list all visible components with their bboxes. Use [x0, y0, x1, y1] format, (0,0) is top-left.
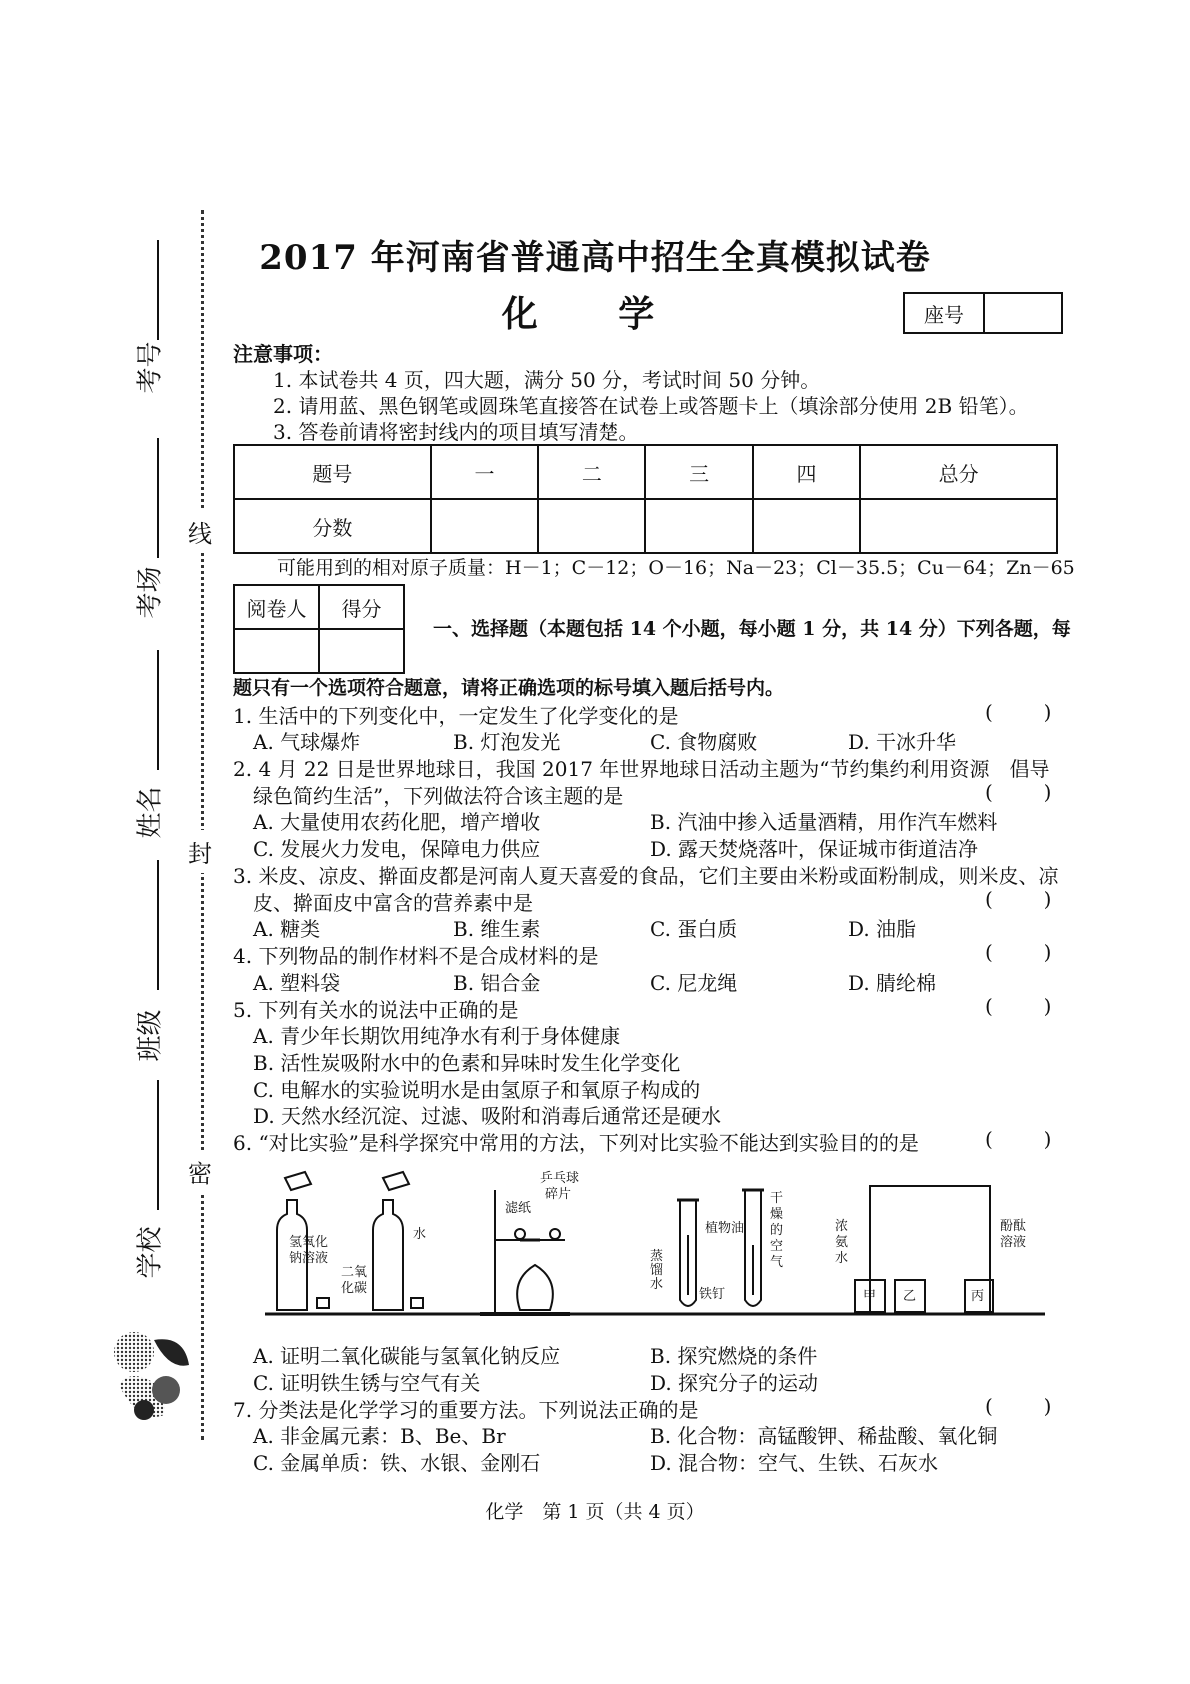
- grader-header: 阅卷人: [234, 585, 319, 629]
- fig-label-water: 水: [413, 1227, 427, 1242]
- q6-experiment-figure: [265, 1170, 1045, 1318]
- fig-label-beaker-a: 甲: [863, 1289, 877, 1304]
- fig-label-co2-1: 二氧: [341, 1265, 368, 1280]
- exam-title: 2017 年河南省普通高中招生全真模拟试卷: [259, 238, 931, 278]
- q5-option-b: B. 活性炭吸附水中的色素和异味时发生化学变化: [253, 1051, 681, 1075]
- q3-option-d: D. 油脂: [848, 917, 917, 941]
- fig-label-co2-2: 化碳: [341, 1281, 368, 1296]
- q6-stem: 6. “对比实验”是科学探究中常用的方法，下列对比实验不能达到实验目的的是: [233, 1131, 919, 1155]
- score-header: 得分: [319, 585, 404, 629]
- q2-option-b: B. 汽油中掺入适量酒精，用作汽车燃料: [650, 810, 998, 834]
- score-header-cell: 题号: [234, 445, 431, 499]
- q1-answer-paren[interactable]: ( ): [985, 700, 1052, 724]
- fig-label-naoh-2: 钠溶液: [289, 1251, 329, 1266]
- score-cell[interactable]: [431, 499, 538, 553]
- q7-stem: 7. 分类法是化学学习的重要方法。下列说法正确的是: [233, 1398, 699, 1422]
- notice-item-2: 2. 请用蓝、黑色钢笔或圆珠笔直接答在试卷上或答题卡上（填涂部分使用 2B 铅笔）。: [273, 394, 1029, 418]
- score-table: [233, 444, 1058, 554]
- fig-label-phenol-1: 酚酞: [1000, 1219, 1027, 1234]
- fig-label-distilled-2: 馏: [650, 1263, 664, 1278]
- decorative-logo: [104, 1330, 199, 1430]
- q4-answer-paren[interactable]: ( ): [985, 940, 1052, 964]
- side-line-2: [157, 438, 159, 558]
- fig-label-dryair-4: 空: [770, 1239, 784, 1254]
- side-label-class: 班级: [135, 1009, 166, 1062]
- grader-table: [233, 584, 405, 674]
- grader-field[interactable]: [234, 629, 319, 673]
- q7-option-b: B. 化合物：高锰酸钾、稀盐酸、氧化铜: [650, 1424, 998, 1448]
- q4-option-d: D. 腈纶棉: [848, 971, 937, 995]
- side-line-3: [157, 650, 159, 770]
- q2-option-d: D. 露天焚烧落叶，保证城市街道洁净: [650, 837, 979, 861]
- score-header-cell: 二: [538, 445, 645, 499]
- score-header-cell: 总分: [860, 445, 1057, 499]
- section1-heading-line2: 题只有一个选项符合题意，请将正确选项的标号填入题后括号内。: [233, 677, 785, 699]
- fig-label-beaker-c: 丙: [971, 1289, 985, 1304]
- q2-stem-line2: 绿色简约生活”，下列做法符合该主题的是: [253, 784, 624, 808]
- fig-label-dryair-3: 的: [770, 1223, 784, 1238]
- q4-stem: 4. 下列物品的制作材料不是合成材料的是: [233, 944, 599, 968]
- q1-option-b: B. 灯泡发光: [453, 730, 561, 754]
- notice-heading: 注意事项：: [233, 342, 333, 366]
- q2-option-c: C. 发展火力发电，保障电力供应: [253, 837, 541, 861]
- fig-label-dryair-1: 干: [770, 1191, 784, 1206]
- q3-option-b: B. 维生素: [453, 917, 541, 941]
- side-label-name: 姓名: [135, 786, 166, 839]
- side-label-school: 学校: [135, 1226, 166, 1279]
- fig-label-ammonia-2: 氨: [835, 1235, 849, 1250]
- seal-char-seal: 封: [188, 830, 212, 873]
- q3-stem-line1: 3. 米皮、凉皮、擀面皮都是河南人夏天喜爱的食品，它们主要由米粉或面粉制成，则米皮、凉: [233, 864, 1059, 888]
- fig-label-ammonia-1: 浓: [835, 1219, 849, 1234]
- q3-option-c: C. 蛋白质: [650, 917, 738, 941]
- fig-label-dryair-2: 燥: [770, 1207, 784, 1222]
- q7-option-c: C. 金属单质：铁、水银、金刚石: [253, 1451, 541, 1475]
- q6-option-d: D. 探究分子的运动: [650, 1371, 819, 1395]
- fig-label-dryair-5: 气: [770, 1255, 784, 1270]
- fig-label-nail: 铁钉: [699, 1287, 726, 1302]
- seal-dotted-line: [201, 210, 204, 1440]
- q5-answer-paren[interactable]: ( ): [985, 994, 1052, 1018]
- notice-item-1: 1. 本试卷共 4 页，四大题，满分 50 分，考试时间 50 分钟。: [273, 368, 821, 392]
- q5-option-c: C. 电解水的实验说明水是由氢原子和氧原子构成的: [253, 1078, 701, 1102]
- fig-label-ammonia-3: 水: [835, 1251, 849, 1266]
- score-header-cell: 三: [645, 445, 752, 499]
- section-score-field[interactable]: [319, 629, 404, 673]
- side-line-4: [157, 860, 159, 990]
- score-cell[interactable]: [753, 499, 860, 553]
- q3-option-a: A. 糖类: [253, 917, 321, 941]
- score-cell[interactable]: [860, 499, 1057, 553]
- q1-option-a: A. 气球爆炸: [253, 730, 361, 754]
- fig-label-oil: 植物油: [705, 1221, 745, 1236]
- q5-stem: 5. 下列有关水的说法中正确的是: [233, 998, 519, 1022]
- side-label-exam-room: 考场: [135, 566, 166, 619]
- score-table-header-row: [234, 445, 1057, 499]
- score-table-score-row: [234, 499, 1057, 553]
- q1-stem: 1. 生活中的下列变化中，一定发生了化学变化的是: [233, 704, 679, 728]
- q2-answer-paren[interactable]: ( ): [985, 780, 1052, 804]
- notice-item-3: 3. 答卷前请将密封线内的项目填写清楚。: [273, 420, 639, 444]
- q7-answer-paren[interactable]: ( ): [985, 1394, 1052, 1418]
- fig-label-pingpong-1: 乒乓球: [540, 1171, 580, 1186]
- q4-option-c: C. 尼龙绳: [650, 971, 738, 995]
- q5-option-d: D. 天然水经沉淀、过滤、吸附和消毒后通常还是硬水: [253, 1104, 722, 1128]
- q6-option-a: A. 证明二氧化碳能与氢氧化钠反应: [253, 1344, 561, 1368]
- fig-label-distilled-3: 水: [650, 1277, 664, 1292]
- q7-option-d: D. 混合物：空气、生铁、石灰水: [650, 1451, 939, 1475]
- q2-stem-line1: 2. 4 月 22 日是世界地球日，我国 2017 年世界地球日活动主题为“节约集约利用资源 倡导: [233, 757, 1050, 781]
- q3-stem-line2: 皮、擀面皮中富含的营养素中是: [253, 891, 533, 915]
- seat-number-box: [903, 292, 1063, 334]
- seal-char-line: 线: [188, 510, 212, 553]
- fig-label-distilled-1: 蒸: [650, 1249, 664, 1264]
- seat-number-label: 座号: [905, 294, 985, 332]
- score-header-cell: 一: [431, 445, 538, 499]
- seat-number-field[interactable]: [985, 294, 1061, 332]
- score-cell[interactable]: [538, 499, 645, 553]
- score-cell[interactable]: [645, 499, 752, 553]
- seal-char-secret: 密: [188, 1150, 212, 1193]
- section1-heading-line1: 一、选择题（本题包括 14 个小题，每小题 1 分，共 14 分）下列各题，每: [433, 618, 1071, 640]
- fig-label-naoh-1: 氢氧化: [289, 1235, 329, 1250]
- q3-answer-paren[interactable]: ( ): [985, 887, 1052, 911]
- q6-option-b: B. 探究燃烧的条件: [650, 1344, 818, 1368]
- q2-option-a: A. 大量使用农药化肥，增产增收: [253, 810, 541, 834]
- q1-option-c: C. 食物腐败: [650, 730, 758, 754]
- subject-title: 化 学: [501, 293, 689, 335]
- score-row-label: 分数: [234, 499, 431, 553]
- q7-option-a: A. 非金属元素：B、Be、Br: [253, 1424, 506, 1448]
- q6-option-c: C. 证明铁生锈与空气有关: [253, 1371, 481, 1395]
- page-footer: 化学 第 1 页（共 4 页）: [485, 1501, 705, 1523]
- fig-label-beaker-b: 乙: [903, 1289, 917, 1304]
- q6-answer-paren[interactable]: ( ): [985, 1127, 1052, 1151]
- fig-label-phenol-2: 溶液: [1000, 1235, 1027, 1250]
- side-label-exam-no: 考号: [135, 341, 166, 394]
- fig-label-pingpong-2: 碎片: [545, 1187, 572, 1202]
- q4-option-a: A. 塑料袋: [253, 971, 341, 995]
- q4-option-b: B. 铝合金: [453, 971, 541, 995]
- atomic-mass-line: 可能用到的相对原子质量：H－1；C－12；O－16；Na－23；Cl－35.5；Cu－64；Zn－65: [277, 557, 1075, 579]
- side-line-5: [157, 1080, 159, 1210]
- fig-label-filter: 滤纸: [505, 1201, 532, 1216]
- score-header-cell: 四: [753, 445, 860, 499]
- q5-option-a: A. 青少年长期饮用纯净水有利于身体健康: [253, 1024, 621, 1048]
- q1-option-d: D. 干冰升华: [848, 730, 957, 754]
